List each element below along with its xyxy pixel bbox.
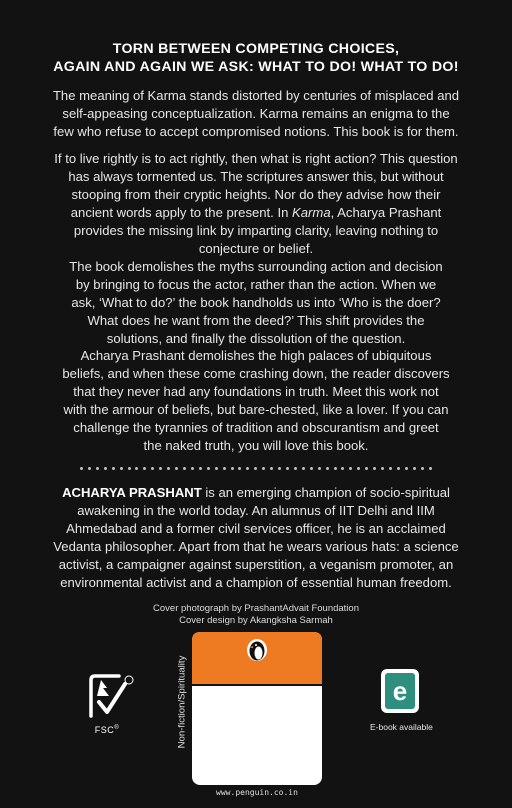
divider-dot — [159, 467, 162, 470]
divider-dot — [421, 467, 424, 470]
bio-line — [20, 484, 492, 502]
paragraph-line: If to live rightly is to act rightly, then what is right action? This question — [54, 151, 458, 166]
divider-dot — [357, 467, 360, 470]
paragraph-line: stooping from their cryptic heights. Nor do they advise how their — [71, 187, 441, 202]
publisher-url: www.penguin.co.in — [216, 788, 298, 797]
divider-dot — [349, 467, 352, 470]
divider-dot — [262, 467, 265, 470]
penguin-logo — [192, 632, 322, 785]
bio-line-rest: is an emerging champion of socio-spiritual — [201, 485, 450, 500]
divider-dot — [254, 467, 257, 470]
author-bio — [20, 484, 492, 592]
divider-dot — [413, 467, 416, 470]
divider-dot — [286, 467, 289, 470]
paragraph-line: has always tormented us. The scriptures answer this, but without — [68, 169, 444, 184]
divider-dot — [231, 467, 234, 470]
design-credit: Cover design by Akangksha Sarmah — [179, 615, 333, 626]
paragraph-line: solutions, and finally the dissolution of the question. — [106, 331, 406, 346]
bio-line: activist, a campaigner against superstition, a veganism promoter, an — [58, 557, 454, 572]
ebook-label: E-book available — [370, 722, 433, 732]
divider-dot — [381, 467, 384, 470]
fsc-logo — [77, 674, 137, 735]
divider-dot — [326, 467, 329, 470]
divider-dot — [120, 467, 123, 470]
divider-dot — [207, 467, 210, 470]
book-title: Karma — [292, 205, 331, 220]
fsc-registered: ® — [114, 725, 120, 731]
fsc-text: FSC — [94, 725, 115, 735]
divider-dot — [191, 467, 194, 470]
paragraph-line: The meaning of Karma stands distorted by centuries of misplaced and — [52, 88, 460, 103]
divider-dot — [238, 467, 241, 470]
line-end: , Acharya Prashant — [330, 205, 442, 220]
paragraph-intro — [20, 87, 492, 141]
divider-dot — [429, 467, 432, 470]
divider-dot — [167, 467, 170, 470]
divider-dot — [80, 467, 83, 470]
bio-line: awakening in the world today. An alumnus of IIT Delhi and IIM — [77, 503, 435, 518]
divider-dot — [302, 467, 305, 470]
divider-dot — [215, 467, 218, 470]
paragraph-line: that they never had any foundations in truth. Meet this work not — [73, 384, 439, 399]
paragraph-palaces — [20, 347, 492, 455]
paragraph-myths — [20, 258, 492, 348]
paragraph-line: self-appeasing conceptualization. Karma remains an enigma to the — [62, 106, 450, 121]
divider-dot — [135, 467, 138, 470]
divider-dot — [270, 467, 273, 470]
ebook-letter: e — [392, 676, 408, 706]
divider-dot — [143, 467, 146, 470]
category-text: Non-fiction/Spirituality — [176, 655, 188, 749]
divider-dot — [389, 467, 392, 470]
photo-credit: Cover photograph by PrashantAdvait Foundation — [153, 603, 359, 614]
fsc-tree-check-icon — [77, 674, 137, 720]
divider-dot — [128, 467, 131, 470]
divider-dot — [334, 467, 337, 470]
divider-dot — [318, 467, 321, 470]
cover-credits — [80, 603, 432, 627]
blurb-heading — [20, 40, 492, 76]
divider-dot — [310, 467, 313, 470]
paragraph-line: provides the missing link by imparting clarity, leaving nothing to — [73, 223, 439, 238]
divider-dot — [365, 467, 368, 470]
divider-dot — [175, 467, 178, 470]
paragraph-line: few who refuse to accept compromised notions. This book is for them. — [53, 124, 459, 139]
divider-dot — [405, 467, 408, 470]
divider-dot — [183, 467, 186, 470]
paragraph-line: the naked truth, you will love this book. — [143, 438, 369, 453]
divider-dot — [341, 467, 344, 470]
dotted-divider — [80, 464, 432, 472]
paragraph-line: What does he want from the deed?’ This shift provides the — [87, 313, 425, 328]
paragraph-right-action — [20, 150, 492, 258]
bio-line: environmental activist and a champion of essential human freedom. — [60, 575, 452, 590]
heading-line-2: AGAIN AND AGAIN WE ASK: WHAT TO DO! WHAT TO DO! — [53, 59, 459, 75]
paragraph-line: challenge the tyrannies of tradition and obscurantism and greet — [73, 420, 439, 435]
fsc-label — [77, 725, 137, 735]
divider-dot — [397, 467, 400, 470]
bio-line: Vedanta philosopher. Apart from that he wears various hats: a science — [53, 539, 459, 554]
heading-line-1: TORN BETWEEN COMPETING CHOICES, — [112, 41, 400, 57]
divider-dot — [223, 467, 226, 470]
paragraph-line: conjecture or belief. — [198, 241, 314, 256]
divider-dot — [294, 467, 297, 470]
category-label — [176, 632, 188, 772]
line-start: ancient words apply to the present. In — [70, 205, 293, 220]
divider-dot — [96, 467, 99, 470]
divider-dot — [112, 467, 115, 470]
ebook-icon — [370, 667, 430, 715]
divider-dot — [278, 467, 281, 470]
paragraph-line — [20, 204, 492, 222]
paragraph-line: The book demolishes the myths surrounding action and decision — [69, 259, 443, 274]
divider-dot — [246, 467, 249, 470]
paragraph-line: with the armour of beliefs, but bare-chested, like a lover. If you can — [63, 402, 449, 417]
divider-dot — [199, 467, 202, 470]
paragraph-line: ask, ‘What to do?’ the book handholds us into ‘Who is the doer? — [71, 295, 441, 310]
publisher-logo-box — [192, 632, 322, 785]
paragraph-line: by bringing to focus the actor, rather than the action. When we — [75, 277, 437, 292]
divider-dot — [104, 467, 107, 470]
ebook-badge — [370, 667, 433, 732]
divider-dot — [373, 467, 376, 470]
bio-line: Ahmedabad and a former civil services officer, he is an acclaimed — [66, 521, 446, 536]
author-name: ACHARYA PRASHANT — [62, 485, 202, 500]
divider-dot — [151, 467, 154, 470]
paragraph-line: Acharya Prashant demolishes the high palaces of ubiquitous — [80, 348, 432, 363]
paragraph-line: beliefs, and when these come crashing down, the reader discovers — [62, 366, 450, 381]
divider-dot — [88, 467, 91, 470]
